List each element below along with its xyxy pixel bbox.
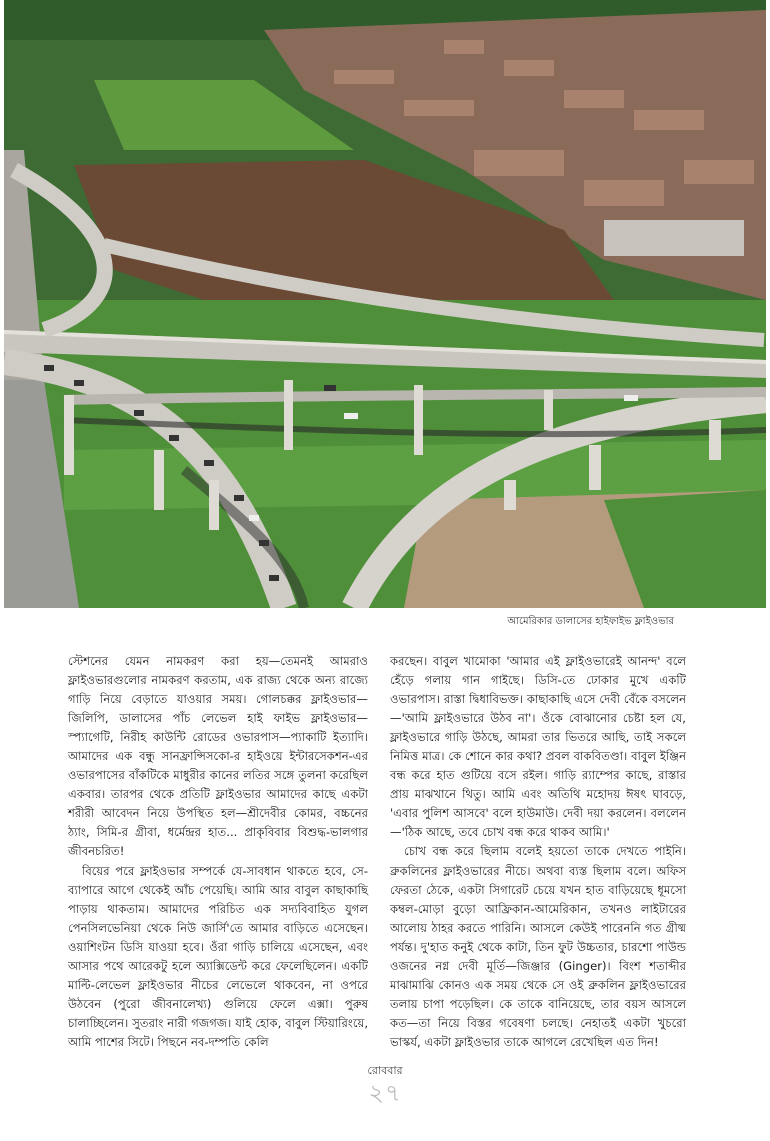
article-paragraph: স্টেশনের যেমন নামকরণ করা হয়—তেমনই আমরাও ফ্লাইওভারগুলোর নামকরণ করতাম, এক রাজ্য থেকে অন্য রাজ্যে গাড়ি নিয়ে বেড়াতে যাওয়ার সময়। গোলচক্কর ফ্লাইওভার—জিলিপি, ডালাসের পাঁচ লেভেল হাই ফাইভ ফ্লাইওভার—স্প্যাগেটি, নিরীহ কাউন্টি রোডের ওভারপাস—প্যাকাটি ইত্যাদি। আমাদের এক বন্ধু সানফ্রান্সিসকো-র হাইওয়ে ইন্টারসেকশন-এর ওভারপাসের বাঁকটিকে মাধুরীর কানের লতির সঙ্গে তুলনা করেছিল একবার। তারপর থেকে প্রতিটি ফ্লাইওভার আমাদের কাছে একটা শরীরী আবেদন নিয়ে উপস্থিত হল—শ্রীদেবীর কোমর, বচ্চনের ঠ্যাং, সিমি-র গ্রীবা, ধর্মেন্দ্রর হাত... প্রাকৃবিবার বিশুদ্ধ-ভালগার জীবনচরিত! xyxy=(68,654,368,859)
article-left-column xyxy=(68,652,368,1052)
article-paragraph: বিয়ের পরে ফ্লাইওভার সম্পর্কে যে-সাবধান থাকতে হবে, সে-ব্যাপারে আগে থেকেই আঁচ পেয়েছি। আমি আর বাবুল কাছাকাছি পাড়ায় থাকতাম। আমাদের পরিচিত এক সদ্যবিবাহিত যুগল পেনসিলভেনিয়া থেকে নিউ জার্সি'তে আমার বাড়িতে এসেছেন। ওয়াশিংটন ডিসি যাওয়া হবে। ওঁরা গাড়ি চালিয়ে এসেছেন, এবং আসার পথে আরেকটু হলে অ্যাক্সিডেন্ট করে ফেলেছিলেন। একটি মাল্টি-লেভেল ফ্লাইওভার নীচের লেভেলে থাকবেন, না ওপরে উঠবেন (পুরো জীবনালেখ্য) গুলিয়ে ফেলে এক্সা। পুরুষ চালাচ্ছিলেন। সুতরাং নারী গজগজ। যাই হোক, বাবুল স্টিয়ারিংয়ে, আমি পাশের সিটে। পিছনে নব-দম্পতি কেলি xyxy=(68,863,368,1049)
page-number: ২৭ xyxy=(368,1079,402,1107)
article-paragraph: করছেন। বাবুল খামোকা 'আমার এই ফ্লাইওভারেই আনন্দ' বলে হেঁড়ে গলায় গান গাইছে। ডিসি-তে ঢোকার মুখে একটি ওভারপাস। রাস্তা দ্বিধাবিভক্ত। কাছাকাছি এসে দেবী বেঁকে বসলেন—'আমি ফ্লাইওভারে উঠব না'। ওঁকে বোঝানোর চেষ্টা হল যে, ফ্লাইওভারে গাড়ি উঠছে, আমরা তার ভিতরে আছি, তাই সকলে নিমিত্ত মাত্র। কে শোনে কার কথা? প্রবল বাকবিতণ্ডা। বাবুল ইঞ্জিন বন্ধ করে হাত গুটিয়ে বসে রইল। গাড়ি র‍্যাম্পের কাছে, রাস্তার প্রায় মাঝখানে থিতু। আমি এবং অতিথি মহোদয় ঈষৎ ঘাবড়ে, 'এবার পুলিশ আসবে' বলে হাউমাউ। দেবী দয়া করলেন। বললেন—'ঠিক আছে, তবে চোখ বন্ধ করে থাকব আমি।' xyxy=(390,654,686,840)
highway-interchange-photo-icon xyxy=(4,0,766,608)
folio-day-label: রোববার xyxy=(367,1064,403,1077)
photo-caption: আমেরিকার ডালাসের হাইফাইভ ফ্লাইওভার xyxy=(507,616,674,627)
article-right-column xyxy=(390,652,686,1052)
highway-interchange-photo xyxy=(4,0,766,608)
article-paragraph: চোখ বন্ধ করে ছিলাম বলেই হয়তো তাকে দেখতে পাইনি। ব্রুকলিনের ফ্লাইওভারের নীচে। অথবা ব্যস্ত ছিলাম বলে। অফিস ফেরতা ঠেকে, একটা সিগারেট চেয়ে যখন হাত বাড়িয়েছে ধূমসো কম্বল-মোড়া বুড়ো আফ্রিকান-আমেরিকান, তখনও লাইটারের আলোয় ঠাহর করতে পারিনি। আসলে কেউই পারেননি গত গ্রীষ্ম পর্যন্ত। দু'হাত কনুই থেকে কাটা, তিন ফুট উচ্চতার, চারশো পাউন্ড ওজনের নগ্ন দেবী মূর্তি—জিঞ্জার (Ginger)। বিংশ শতাব্দীর মাঝামাঝি কোনও এক সময় থেকে সে ওই ব্রুকলিন ফ্লাইওভারের তলায় চাপা পড়েছিল। কে তাকে বানিয়েছে, তার বয়স আসলে কত—তা নিয়ে বিস্তর গবেষণা চলছে। নেহাতই একটা খুচরো ভাস্কর্য, একটা ফ্লাইওভার তাকে আগলে রেখেছিল এত দিন! xyxy=(390,844,686,1049)
